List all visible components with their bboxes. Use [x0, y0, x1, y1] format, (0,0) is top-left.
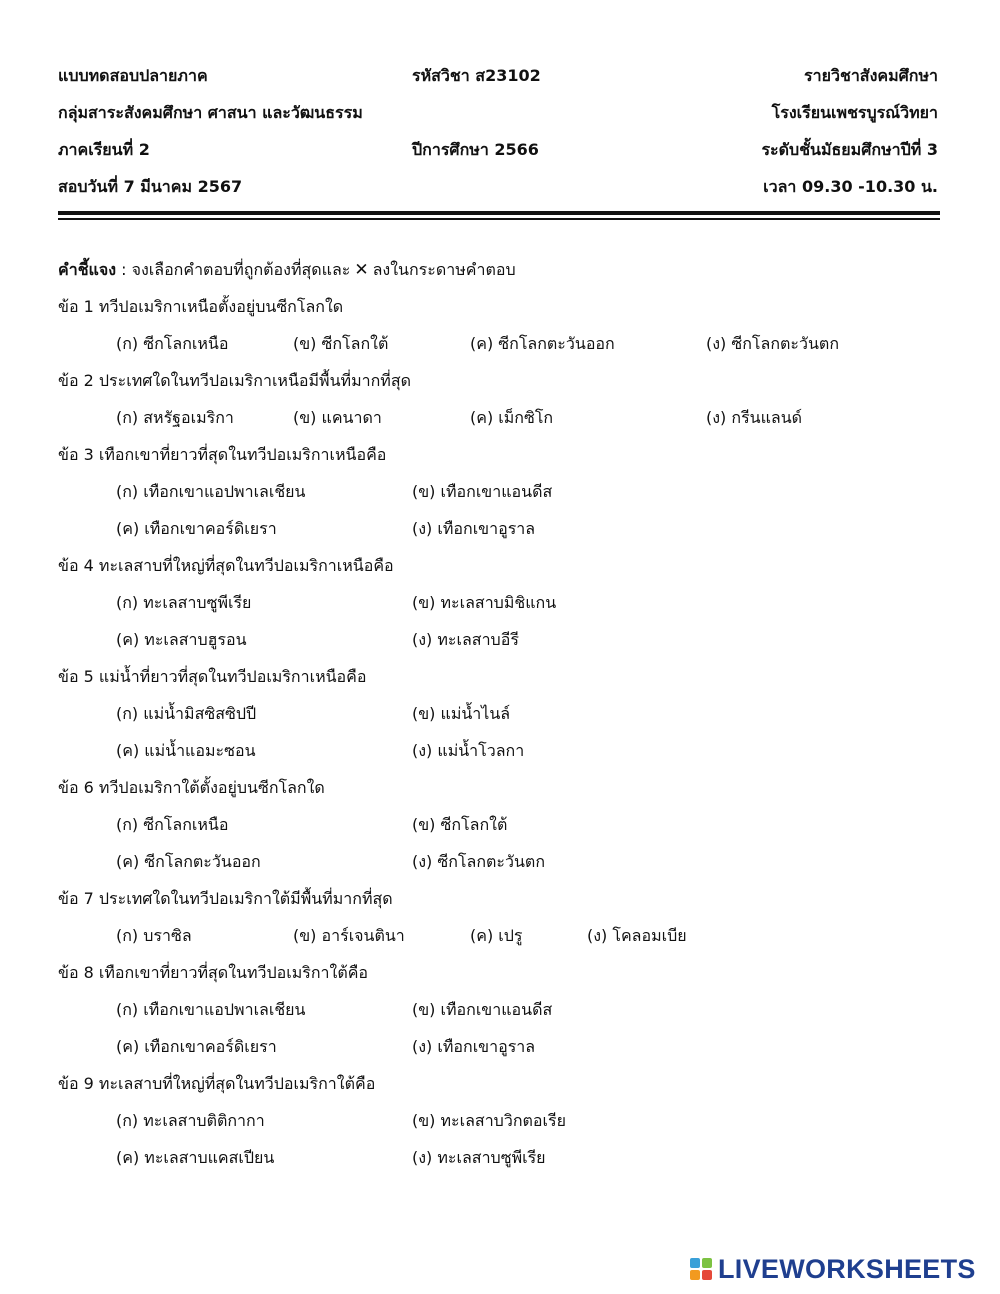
question-6: ข้อ 6 ทวีปอเมริกาใต้ตั้งอยู่บนซีกโลกใด [58, 778, 325, 797]
instructions-text-after: ลงในกระดาษคำตอบ [372, 260, 516, 279]
q1-option-c[interactable]: (ค) ซีกโลกตะวันออก [470, 334, 615, 353]
q5-option-b[interactable]: (ข) แม่น้ำไนล์ [412, 704, 511, 723]
q6-option-d[interactable]: (ง) ซีกโลกตะวันตก [412, 852, 545, 871]
q9-option-c[interactable]: (ค) ทะเลสาบแคสเปียน [116, 1148, 275, 1167]
exam-time: เวลา 09.30 -10.30 น. [763, 177, 938, 196]
q8-option-a[interactable]: (ก) เทือกเขาแอปพาเลเชียน [116, 1000, 306, 1019]
course-code: รหัสวิชา ส23102 [412, 66, 541, 85]
q2-option-c[interactable]: (ค) เม็กซิโก [470, 408, 554, 427]
grade-level: ระดับชั้นมัธยมศึกษาปีที่ 3 [761, 140, 938, 159]
liveworksheets-logo [690, 1252, 976, 1286]
q3-option-a[interactable]: (ก) เทือกเขาแอปพาเลเชียน [116, 482, 306, 501]
liveworksheets-logo-icon [690, 1258, 712, 1280]
logo-text: LIVEWORKSHEETS [718, 1253, 976, 1284]
question-3: ข้อ 3 เทือกเขาที่ยาวที่สุดในทวีปอเมริกาเหนือคือ [58, 445, 387, 464]
academic-year: ปีการศึกษา 2566 [412, 140, 539, 159]
q1-option-b[interactable]: (ข) ซีกโลกใต้ [293, 334, 389, 353]
q6-option-b[interactable]: (ข) ซีกโลกใต้ [412, 815, 508, 834]
q5-option-a[interactable]: (ก) แม่น้ำมิสซิสซิปปี [116, 704, 257, 723]
q8-option-c[interactable]: (ค) เทือกเขาคอร์ดิเยรา [116, 1037, 277, 1056]
q2-option-d[interactable]: (ง) กรีนแลนด์ [706, 408, 803, 427]
q1-option-a[interactable]: (ก) ซีกโลกเหนือ [116, 334, 229, 353]
q4-option-c[interactable]: (ค) ทะเลสาบฮูรอน [116, 630, 247, 649]
q3-option-b[interactable]: (ข) เทือกเขาแอนดีส [412, 482, 553, 501]
subject: รายวิชาสังคมศึกษา [804, 66, 938, 85]
q2-option-a[interactable]: (ก) สหรัฐอเมริกา [116, 408, 234, 427]
q2-option-b[interactable]: (ข) แคนาดา [293, 408, 382, 427]
q7-option-d[interactable]: (ง) โคลอมเบีย [587, 926, 687, 945]
header-divider-thin [58, 218, 940, 220]
q7-option-b[interactable]: (ข) อาร์เจนตินา [293, 926, 405, 945]
school-name: โรงเรียนเพชรบูรณ์วิทยา [771, 103, 938, 122]
question-4: ข้อ 4 ทะเลสาบที่ใหญ่ที่สุดในทวีปอเมริกาเหนือคือ [58, 556, 394, 575]
q8-option-b[interactable]: (ข) เทือกเขาแอนดีส [412, 1000, 553, 1019]
x-mark-icon: ✕ [354, 260, 369, 280]
q7-option-a[interactable]: (ก) บราซิล [116, 926, 192, 945]
question-5: ข้อ 5 แม่น้ำที่ยาวที่สุดในทวีปอเมริกาเหนือคือ [58, 667, 367, 686]
question-9: ข้อ 9 ทะเลสาบที่ใหญ่ที่สุดในทวีปอเมริกาใต้คือ [58, 1074, 376, 1093]
instructions [58, 259, 516, 281]
q5-option-c[interactable]: (ค) แม่น้ำแอมะซอน [116, 741, 256, 760]
instructions-text-before: : จงเลือกคำตอบที่ถูกต้องที่สุดและ [116, 260, 351, 279]
q9-option-b[interactable]: (ข) ทะเลสาบวิกตอเรีย [412, 1111, 566, 1130]
q3-option-d[interactable]: (ง) เทือกเขาอูราล [412, 519, 536, 538]
header-divider-thick [58, 211, 940, 215]
q5-option-d[interactable]: (ง) แม่น้ำโวลกา [412, 741, 525, 760]
question-2: ข้อ 2 ประเทศใดในทวีปอเมริกาเหนือมีพื้นที่มากที่สุด [58, 371, 412, 390]
exam-date: สอบวันที่ 7 มีนาคม 2567 [58, 177, 243, 196]
question-7: ข้อ 7 ประเทศใดในทวีปอเมริกาใต้มีพื้นที่มากที่สุด [58, 889, 393, 908]
q3-option-c[interactable]: (ค) เทือกเขาคอร์ดิเยรา [116, 519, 277, 538]
q4-option-d[interactable]: (ง) ทะเลสาบอีรี [412, 630, 519, 649]
q8-option-d[interactable]: (ง) เทือกเขาอูราล [412, 1037, 536, 1056]
q6-option-a[interactable]: (ก) ซีกโลกเหนือ [116, 815, 229, 834]
q9-option-a[interactable]: (ก) ทะเลสาบติติกากา [116, 1111, 265, 1130]
q4-option-a[interactable]: (ก) ทะเลสาบซูพีเรีย [116, 593, 252, 612]
exam-type: แบบทดสอบปลายภาค [58, 66, 208, 85]
semester: ภาคเรียนที่ 2 [58, 140, 150, 159]
q4-option-b[interactable]: (ข) ทะเลสาบมิชิแกน [412, 593, 557, 612]
instructions-label: คำชี้แจง [58, 260, 117, 279]
q1-option-d[interactable]: (ง) ซีกโลกตะวันตก [706, 334, 839, 353]
q9-option-d[interactable]: (ง) ทะเลสาบซูพีเรีย [412, 1148, 546, 1167]
question-8: ข้อ 8 เทือกเขาที่ยาวที่สุดในทวีปอเมริกาใต้คือ [58, 963, 369, 982]
q6-option-c[interactable]: (ค) ซีกโลกตะวันออก [116, 852, 261, 871]
question-1: ข้อ 1 ทวีปอเมริกาเหนือตั้งอยู่บนซีกโลกใด [58, 297, 344, 316]
q7-option-c[interactable]: (ค) เปรู [470, 926, 523, 945]
learning-area: กลุ่มสาระสังคมศึกษา ศาสนา และวัฒนธรรม [58, 103, 363, 122]
